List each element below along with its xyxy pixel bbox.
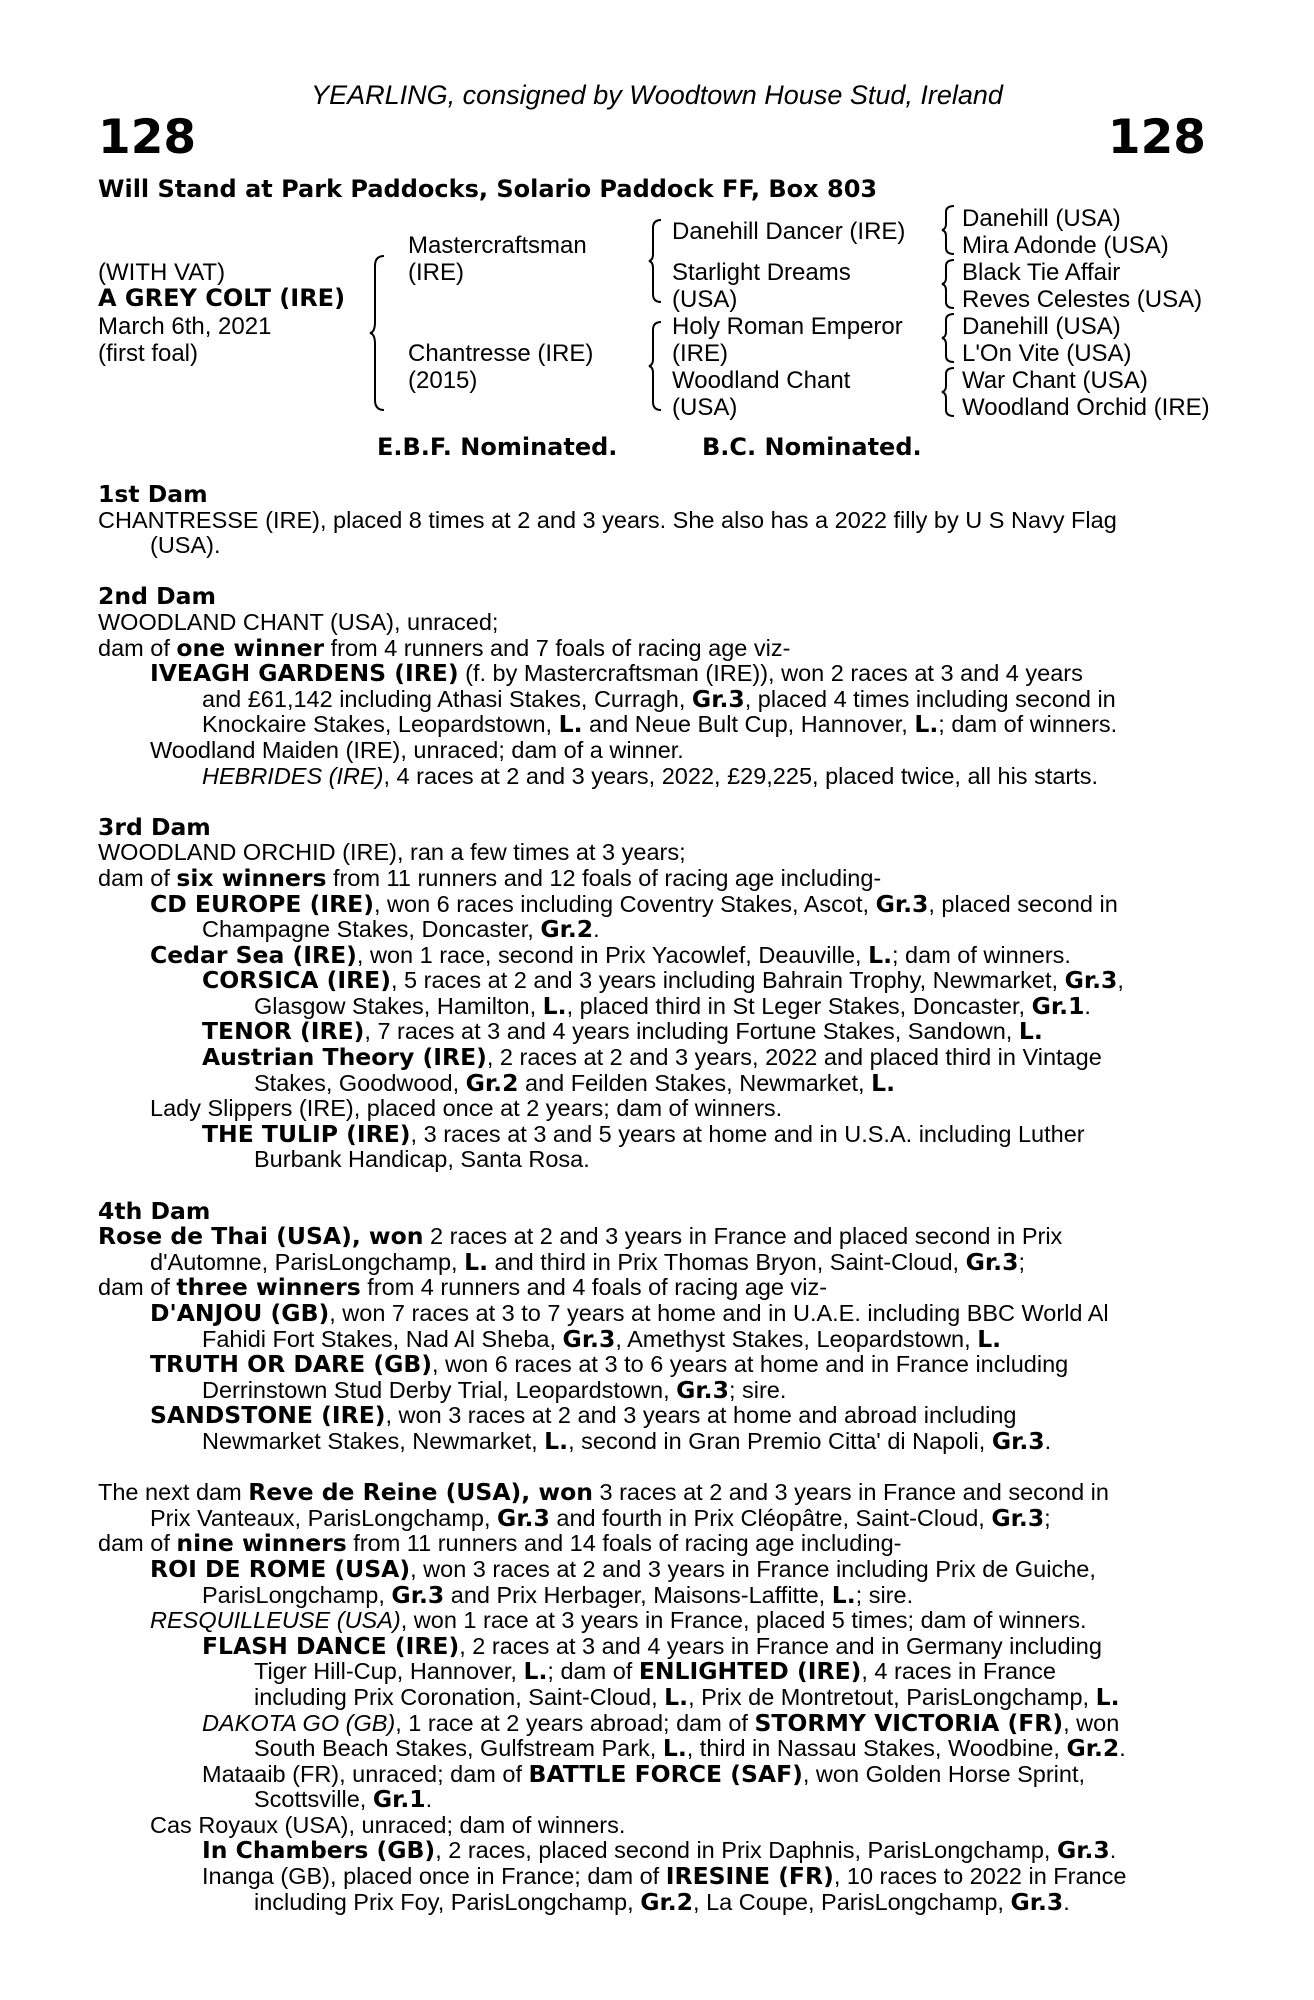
text-line: dam of nine winners from 11 runners and 14 foals of racing age including- xyxy=(98,1529,902,1558)
dam-sire-dam: L'On Vite (USA) xyxy=(962,340,1132,367)
brace-icon xyxy=(368,254,388,412)
fourth-dam-section xyxy=(98,1196,1208,1455)
progeny-entry: Austrian Theory (IRE), 2 races at 2 and 3 years, 2022 and placed third in Vintage Stakes, Goodwood, Gr.2 and Feilden Stakes, Newmarket, L. xyxy=(202,1043,1102,1097)
next-dam-section xyxy=(98,1480,1208,1915)
progeny-entry: Inanga (GB), placed once in France; dam of IRESINE (FR), 10 races to 2022 in France including Prix Foy, ParisLongchamp, Gr.2, La Coupe, ParisLongchamp, Gr.3. xyxy=(202,1862,1127,1916)
brace-icon xyxy=(647,320,665,412)
brace-icon xyxy=(940,204,958,256)
progeny-entry: IVEAGH GARDENS (IRE) (f. by Mastercraftsman (IRE)), won 2 races at 3 and 4 years and £61,142 including Athasi Stakes, Curragh, Gr.3, placed 4 times including second in Knockaire Stakes, Leopardstown, L. and Neue Bult Cup, Hannover, L.; dam of winners. xyxy=(150,659,1118,739)
vat-note: (WITH VAT) xyxy=(98,259,226,286)
progeny-entry: CD EUROPE (IRE), won 6 races including Coventry Stakes, Ascot, Gr.3, placed second in Champagne Stakes, Doncaster, Gr.2. xyxy=(150,889,1118,944)
lot-number-right: 128 xyxy=(1107,110,1206,165)
dam-dam-country: (USA) xyxy=(672,394,738,421)
progeny-entry: CORSICA (IRE), 5 races at 2 and 3 years including Bahrain Trophy, Newmarket, Gr.3, Glasgow Stakes, Hamilton, L., placed third in St Leger Stakes, Doncaster, Gr.1. xyxy=(202,966,1124,1020)
progeny-entry: DAKOTA GO (GB), 1 race at 2 years abroad; dam of STORMY VICTORIA (FR), won South Beach Stakes, Gulfstream Park, L., third in Nassau Stakes, Woodbine, Gr.2. xyxy=(202,1708,1126,1763)
progeny-entry: THE TULIP (IRE), 3 races at 3 and 5 years at home and in U.S.A. including Luther Burbank Handicap, Santa Rosa. xyxy=(202,1119,1085,1173)
text-line: The next dam Reve de Reine (USA), won 3 races at 2 and 3 years in France and second in xyxy=(98,1478,1109,1507)
sire-sire: Danehill Dancer (IRE) xyxy=(672,218,906,245)
lot-number-left: 128 xyxy=(98,110,197,165)
foal-note: (first foal) xyxy=(98,340,199,367)
consignment-line: YEARLING, consigned by Woodtown House Stud, Ireland xyxy=(311,80,1003,110)
dam-sire-country: (IRE) xyxy=(672,340,728,367)
text-line: dam of one winner from 4 runners and 7 foals of racing age viz- xyxy=(98,633,791,662)
sire-country: (IRE) xyxy=(408,259,464,286)
text-line: WOODLAND CHANT (USA), unraced; xyxy=(98,608,499,635)
progeny-entry: In Chambers (GB), 2 races, placed second in Prix Daphnis, ParisLongchamp, Gr.3. xyxy=(202,1836,1117,1865)
progeny-entry: FLASH DANCE (IRE), 2 races at 3 and 4 years in France and in Germany including Tiger Hill-Cup, Hannover, L.; dam of ENLIGHTED (IRE), 4 races in France including Prix Coronation, Saint-Cloud, L., Prix de Montretout, ParisLongchamp, L. xyxy=(202,1631,1120,1711)
progeny-entry: Mataaib (FR), unraced; dam of BATTLE FORCE (SAF), won Golden Horse Sprint, Scottsville, Gr.1. xyxy=(202,1759,1086,1814)
foaling-date: March 6th, 2021 xyxy=(98,313,272,340)
progeny-entry: Cedar Sea (IRE), won 1 race, second in Prix Yacowlef, Deauville, L.; dam of winners. xyxy=(150,940,1071,969)
sire-name: Mastercraftsman xyxy=(408,232,587,259)
progeny-entry: ROI DE ROME (USA), won 3 races at 2 and 3 years in France including Prix de Guiche, ParisLongchamp, Gr.3 and Prix Herbager, Maisons-Laffitte, L.; sire. xyxy=(150,1554,1096,1609)
sire-dam-sire: Black Tie Affair xyxy=(962,259,1121,286)
sire-sire-dam: Mira Adonde (USA) xyxy=(962,232,1169,259)
dam-dam-dam: Woodland Orchid (IRE) xyxy=(962,394,1210,421)
section-heading: 2nd Dam xyxy=(98,582,216,611)
text-line: dam of three winners from 4 runners and 4 foals of racing age viz- xyxy=(98,1273,828,1302)
bc-nominated: B.C. Nominated. xyxy=(702,433,922,461)
text-line: Lady Slippers (IRE), placed once at 2 years; dam of winners. xyxy=(150,1095,783,1122)
brace-icon xyxy=(940,366,958,418)
brace-icon xyxy=(647,218,665,304)
third-dam-section xyxy=(98,812,1208,1173)
text-line: Rose de Thai (USA), won 2 races at 2 and 3 years in France and placed second in Prix xyxy=(98,1222,1063,1251)
dam-sire-sire: Danehill (USA) xyxy=(962,313,1121,340)
text-line: Cas Royaux (USA), unraced; dam of winners. xyxy=(150,1811,626,1838)
text-line: WOODLAND ORCHID (IRE), ran a few times at 3 years; xyxy=(98,839,686,866)
progeny-entry: TENOR (IRE), 7 races at 3 and 4 years including Fortune Stakes, Sandown, L. xyxy=(202,1017,1043,1046)
dam-year: (2015) xyxy=(408,367,478,394)
dam-sire: Holy Roman Emperor xyxy=(672,313,903,340)
progeny-entry: TRUTH OR DARE (GB), won 6 races at 3 to 6 years at home and in France including Derrinstown Stud Derby Trial, Leopardstown, Gr.3; sire. xyxy=(150,1350,1069,1404)
brace-icon xyxy=(940,312,958,364)
stand-location: Will Stand at Park Paddocks, Solario Paddock FF, Box 803 xyxy=(98,175,878,203)
catalogue-body xyxy=(98,482,1208,1915)
sire-sire-sire: Danehill (USA) xyxy=(962,205,1121,232)
text-line: Prix Vanteaux, ParisLongchamp, Gr.3 and fourth in Prix Cléopâtre, Saint-Cloud, Gr.3; xyxy=(150,1503,1051,1532)
text-line: Woodland Maiden (IRE), unraced; dam of a winner. xyxy=(150,736,684,763)
sire-dam-dam: Reves Celestes (USA) xyxy=(962,286,1203,313)
dam-dam: Woodland Chant xyxy=(672,367,851,394)
progeny-entry: HEBRIDES (IRE), 4 races at 2 and 3 years, 2022, £29,225, placed twice, all his starts. xyxy=(202,762,1099,789)
text-line: d'Automne, ParisLongchamp, L. and third in Prix Thomas Bryon, Saint-Cloud, Gr.3; xyxy=(150,1247,1025,1276)
sire-dam: Starlight Dreams xyxy=(672,259,851,286)
progeny-entry: SANDSTONE (IRE), won 3 races at 2 and 3 years at home and abroad including Newmarket Stakes, Newmarket, L., second in Gran Premio Citta' di Napoli, Gr.3. xyxy=(150,1401,1052,1455)
progeny-entry: RESQUILLEUSE (USA), won 1 race at 3 years in France, placed 5 times; dam of winners. xyxy=(150,1607,1087,1634)
dam-name: Chantresse (IRE) xyxy=(408,340,594,367)
text-line: (USA). xyxy=(150,532,221,559)
second-dam-section xyxy=(98,584,1208,789)
section-heading: 4th Dam xyxy=(98,1196,211,1225)
text-line: CHANTRESSE (IRE), placed 8 times at 2 and 3 years. She also has a 2022 filly by U S Navy Flag xyxy=(98,506,1117,533)
dam-dam-sire: War Chant (USA) xyxy=(962,367,1148,394)
text-line: dam of six winners from 11 runners and 12 foals of racing age including- xyxy=(98,863,882,892)
ebf-nominated: E.B.F. Nominated. xyxy=(377,433,618,461)
sire-dam-country: (USA) xyxy=(672,286,738,313)
progeny-entry: D'ANJOU (GB), won 7 races at 3 to 7 years at home and in U.A.E. including BBC World Al Fahidi Fort Stakes, Nad Al Sheba, Gr.3, Amethyst Stakes, Leopardstown, L. xyxy=(150,1299,1109,1353)
section-heading: 3rd Dam xyxy=(98,812,211,841)
brace-icon xyxy=(940,258,958,310)
lot-name: A GREY COLT (IRE) xyxy=(98,284,346,312)
section-heading: 1st Dam xyxy=(98,480,208,508)
first-dam-section xyxy=(98,482,1208,559)
